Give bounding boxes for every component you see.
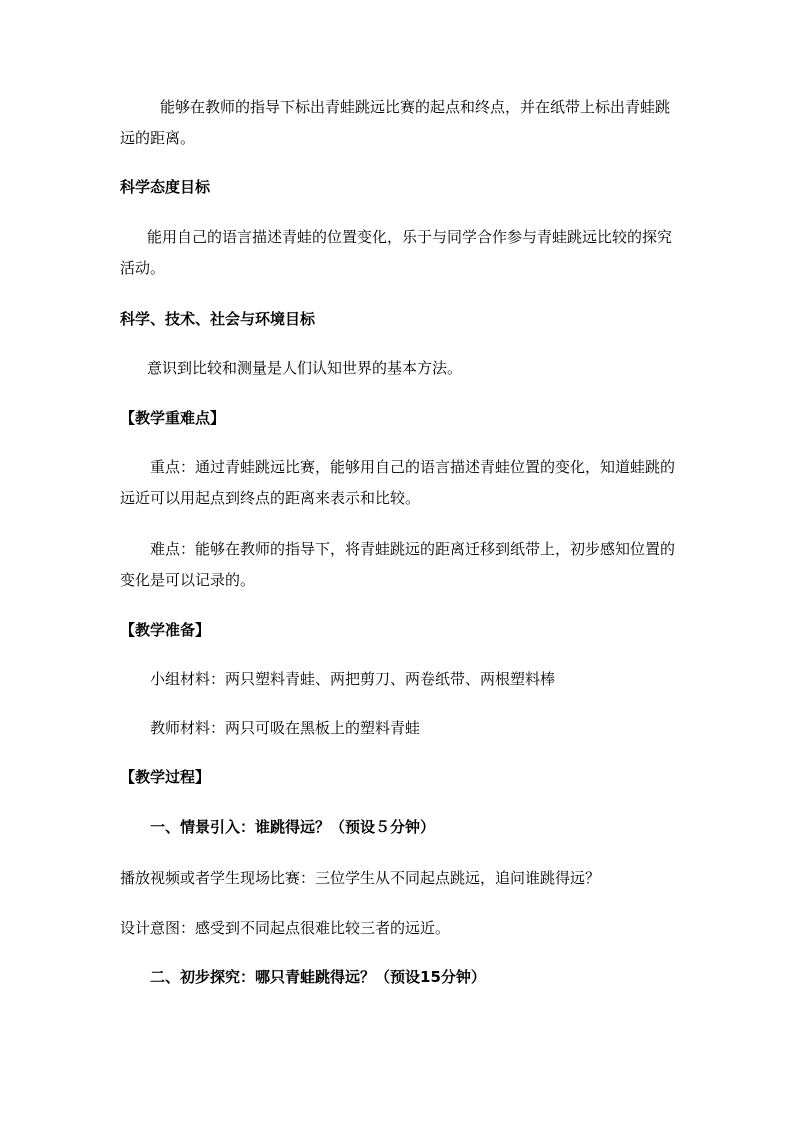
- process-heading: 【教学过程】: [120, 768, 211, 786]
- key-point-paragraph: 重点：通过青蛙跳远比赛，能够用自己的语言描述青蛙位置的变化，知道蛙跳的远近可以用起点到终点的距离来表示和比较。: [120, 458, 676, 507]
- sts-goal-heading: 科学、技术、社会与环境目标: [120, 310, 316, 328]
- attitude-goal-heading: 科学态度目标: [120, 178, 211, 196]
- frog-marking-paragraph: 能够在教师的指导下标出青蛙跳远比赛的起点和终点，并在纸带上标出青蛙跳远的距离。: [120, 98, 671, 147]
- attitude-goal-paragraph: 能用自己的语言描述青蛙的位置变化，乐于与同学合作参与青蛙跳远比较的探究活动。: [120, 228, 673, 277]
- sts-goal-paragraph: 意识到比较和测量是人们认知世界的基本方法。: [147, 359, 463, 377]
- difficulty-paragraph: 难点：能够在教师的指导下，将青蛙跳远的距离迁移到纸带上，初步感知位置的变化是可以记录的。: [120, 540, 676, 589]
- teacher-materials-paragraph: 教师材料：两只可吸在黑板上的塑料青蛙: [150, 719, 421, 737]
- group-materials-paragraph: 小组材料：两只塑料青蛙、两把剪刀、两卷纸带、两根塑料棒: [150, 670, 556, 688]
- design-intent-paragraph: 设计意图：感受到不同起点很难比较三者的远近。: [120, 919, 451, 937]
- section-two-title: 二、初步探究：哪只青蛙跳得远？（预设15分钟）: [150, 968, 486, 986]
- section-one-title: 一、情景引入：谁跳得远？（预设５分钟）: [150, 818, 436, 836]
- video-paragraph: 播放视频或者学生现场比赛：三位学生从不同起点跳远，追问谁跳得远？: [120, 869, 601, 887]
- preparation-heading: 【教学准备】: [120, 621, 211, 639]
- key-points-heading: 【教学重难点】: [120, 409, 226, 427]
